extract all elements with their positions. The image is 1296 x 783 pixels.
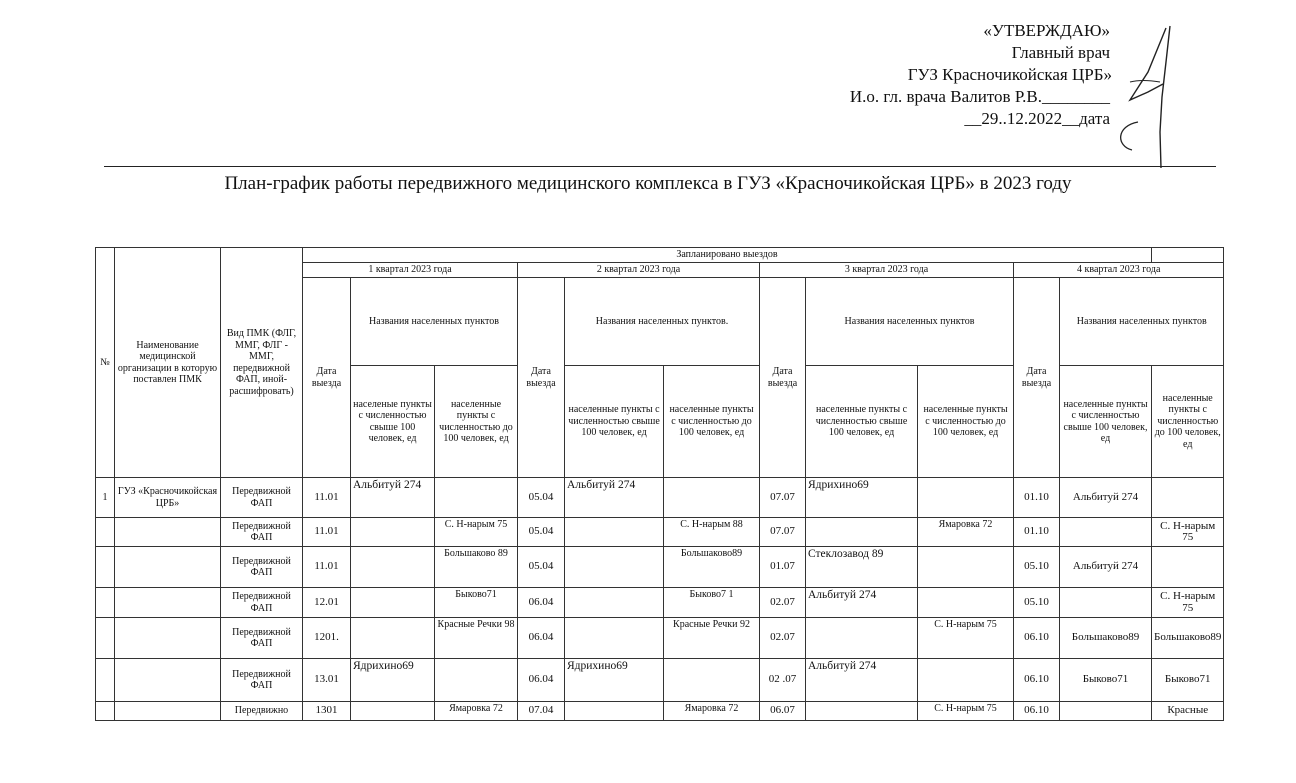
row-date-q3: 01.07 (760, 547, 806, 588)
row-pmk-type: Передвижной ФАП (221, 588, 303, 618)
header-date-q4: Дата выезда (1014, 278, 1060, 478)
subheader-under-q1: населенные пункты с численностью до 100 человек, ед (435, 366, 518, 478)
row-over-q3 (806, 618, 918, 659)
table-row (96, 702, 1224, 721)
row-under-q4: Быково71 (1152, 659, 1224, 702)
subheader-over-q3: населенные пункты с численностью свыше 100 человек, ед (806, 366, 918, 478)
table-row (96, 518, 1224, 547)
row-under-q1: С. Н-нарым 75 (435, 518, 518, 547)
header-date-q1: Дата выезда (303, 278, 351, 478)
header-names-q2: Названия населенных пунктов. (565, 278, 760, 366)
row-date-q3: 07.07 (760, 518, 806, 547)
table-row (96, 588, 1224, 618)
row-over-q3: Стеклозавод 89 (806, 547, 918, 588)
row-over-q4 (1060, 588, 1152, 618)
row-date-q2: 06.04 (518, 659, 565, 702)
row-under-q4: Большаково89 (1152, 618, 1224, 659)
header-planned: Запланировано выездов (303, 248, 1152, 263)
row-under-q1: Быково71 (435, 588, 518, 618)
row-over-q2 (565, 518, 664, 547)
row-organization (115, 547, 221, 588)
header-names-q4: Названия населенных пунктов (1060, 278, 1224, 366)
header-pmk-type: Вид ПМК (ФЛГ, ММГ, ФЛГ - ММГ, передвижной ФАП, иной-расшифровать) (221, 248, 303, 478)
row-under-q1 (435, 659, 518, 702)
row-pmk-type: Передвижной ФАП (221, 478, 303, 518)
row-over-q4: Альбитуй 274 (1060, 547, 1152, 588)
header-date-q2: Дата выезда (518, 278, 565, 478)
row-date-q4: 05.10 (1014, 588, 1060, 618)
signature-mark (1108, 22, 1203, 172)
row-organization (115, 518, 221, 547)
row-over-q4 (1060, 702, 1152, 721)
schedule-rows (96, 478, 1224, 721)
row-over-q3: Альбитуй 274 (806, 659, 918, 702)
subheader-over-q4: населенные пункты с численностью свыше 100 человек, ед (1060, 366, 1152, 478)
row-under-q3: С. Н-нарым 75 (918, 702, 1014, 721)
table-row (96, 547, 1224, 588)
row-under-q3 (918, 478, 1014, 518)
row-under-q3 (918, 659, 1014, 702)
row-under-q2 (664, 659, 760, 702)
header-quarter-2: 2 квартал 2023 года (518, 263, 760, 278)
row-over-q2 (565, 618, 664, 659)
table-row (96, 659, 1224, 702)
row-over-q1: Альбитуй 274 (351, 478, 435, 518)
row-date-q4: 06.10 (1014, 702, 1060, 721)
approval-signatory: И.о. гл. врача Валитов Р.В.________ (849, 87, 1110, 106)
row-under-q2: Красные Речки 92 (664, 618, 760, 659)
row-under-q2: Большаково89 (664, 547, 760, 588)
row-over-q1: Ядрихино69 (351, 659, 435, 702)
row-under-q4 (1152, 547, 1224, 588)
subheader-under-q4: населенные пункты с численностью до 100 человек, ед (1152, 366, 1224, 478)
header-quarter-3: 3 квартал 2023 года (760, 263, 1014, 278)
approval-organization: ГУЗ Красночикойская ЦРБ» (907, 65, 1112, 84)
row-date-q1: 12.01 (303, 588, 351, 618)
header-quarter-4: 4 квартал 2023 года (1014, 263, 1224, 278)
row-number (96, 659, 115, 702)
subheader-under-q2: населенные пункты с численностью до 100 человек, ед (664, 366, 760, 478)
row-date-q2: 06.04 (518, 588, 565, 618)
row-date-q4: 05.10 (1014, 547, 1060, 588)
header-num: № (96, 248, 115, 478)
row-date-q3: 02.07 (760, 588, 806, 618)
header-names-q3: Названия населенных пунктов (806, 278, 1014, 366)
row-number (96, 702, 115, 721)
row-organization (115, 702, 221, 721)
row-over-q1 (351, 547, 435, 588)
approval-block (850, 20, 1110, 130)
row-date-q2: 05.04 (518, 518, 565, 547)
document-title: План-график работы передвижного медицинского комплекса в ГУЗ «Красночикойская ЦРБ» в 2023 году (224, 173, 1072, 194)
row-date-q2: 05.04 (518, 547, 565, 588)
row-date-q1: 11.01 (303, 478, 351, 518)
row-under-q2: Ямаровка 72 (664, 702, 760, 721)
row-date-q1: 13.01 (303, 659, 351, 702)
row-under-q2: Быково7 1 (664, 588, 760, 618)
approval-date: __29..12.2022__дата (964, 109, 1110, 128)
row-number (96, 618, 115, 659)
row-over-q4: Альбитуй 274 (1060, 478, 1152, 518)
row-under-q1 (435, 478, 518, 518)
row-date-q3: 06.07 (760, 702, 806, 721)
row-date-q4: 01.10 (1014, 518, 1060, 547)
row-under-q4: С. Н-нарым 75 (1152, 588, 1224, 618)
approval-position: Главный врач (1011, 43, 1110, 62)
row-date-q2: 07.04 (518, 702, 565, 721)
header-quarter-1: 1 квартал 2023 года (303, 263, 518, 278)
row-organization (115, 659, 221, 702)
row-over-q1 (351, 518, 435, 547)
header-planned-extra (1152, 248, 1224, 263)
row-organization (115, 618, 221, 659)
row-date-q3: 02.07 (760, 618, 806, 659)
row-under-q3: Ямаровка 72 (918, 518, 1014, 547)
row-under-q4 (1152, 478, 1224, 518)
row-over-q3 (806, 702, 918, 721)
subheader-under-q3: населенные пункты с численностью до 100 человек, ед (918, 366, 1014, 478)
row-date-q1: 1201. (303, 618, 351, 659)
row-over-q4: Большаково89 (1060, 618, 1152, 659)
row-number: 1 (96, 478, 115, 518)
row-number (96, 588, 115, 618)
header-names-q1: Названия населенных пунктов (351, 278, 518, 366)
row-date-q1: 11.01 (303, 547, 351, 588)
row-organization (115, 588, 221, 618)
row-over-q3: Ядрихино69 (806, 478, 918, 518)
row-number (96, 547, 115, 588)
table-row (96, 618, 1224, 659)
row-under-q4: С. Н-нарым 75 (1152, 518, 1224, 547)
header-date-q3: Дата выезда (760, 278, 806, 478)
row-date-q1: 1301 (303, 702, 351, 721)
row-over-q2 (565, 588, 664, 618)
row-under-q2 (664, 478, 760, 518)
row-under-q1: Большаково 89 (435, 547, 518, 588)
row-date-q1: 11.01 (303, 518, 351, 547)
row-pmk-type: Передвижной ФАП (221, 518, 303, 547)
row-over-q1 (351, 702, 435, 721)
row-under-q3 (918, 588, 1014, 618)
row-over-q4: Быково71 (1060, 659, 1152, 702)
row-date-q4: 06.10 (1014, 659, 1060, 702)
row-over-q2: Ядрихино69 (565, 659, 664, 702)
row-date-q4: 06.10 (1014, 618, 1060, 659)
row-pmk-type: Передвижной ФАП (221, 618, 303, 659)
subheader-over-q2: населенные пункты с численностью свыше 100 человек, ед (565, 366, 664, 478)
row-under-q1: Ямаровка 72 (435, 702, 518, 721)
row-pmk-type: Передвижной ФАП (221, 659, 303, 702)
subheader-over-q1: населеные пункты с численностью свыше 100 человек, ед (351, 366, 435, 478)
row-pmk-type: Передвижной ФАП (221, 547, 303, 588)
row-date-q3: 02 .07 (760, 659, 806, 702)
row-organization: ГУЗ «Красночикойская ЦРБ» (115, 478, 221, 518)
approval-heading: «УТВЕРЖДАЮ» (983, 21, 1110, 40)
row-over-q2 (565, 702, 664, 721)
header-organization: Наименование медицинской организации в которую поставлен ПМК (115, 248, 221, 478)
row-over-q1 (351, 618, 435, 659)
row-over-q1 (351, 588, 435, 618)
row-over-q2 (565, 547, 664, 588)
row-number (96, 518, 115, 547)
table-row (96, 478, 1224, 518)
row-date-q3: 07.07 (760, 478, 806, 518)
row-under-q2: С. Н-нарым 88 (664, 518, 760, 547)
row-over-q4 (1060, 518, 1152, 547)
row-pmk-type: Передвижно (221, 702, 303, 721)
row-date-q4: 01.10 (1014, 478, 1060, 518)
row-date-q2: 05.04 (518, 478, 565, 518)
row-over-q3 (806, 518, 918, 547)
row-over-q2: Альбитуй 274 (565, 478, 664, 518)
row-under-q4: Красные (1152, 702, 1224, 721)
header-rule (104, 166, 1216, 167)
schedule-table (95, 247, 1224, 721)
row-under-q3 (918, 547, 1014, 588)
row-under-q3: С. Н-нарым 75 (918, 618, 1014, 659)
row-date-q2: 06.04 (518, 618, 565, 659)
row-under-q1: Красные Речки 98 (435, 618, 518, 659)
row-over-q3: Альбитуй 274 (806, 588, 918, 618)
